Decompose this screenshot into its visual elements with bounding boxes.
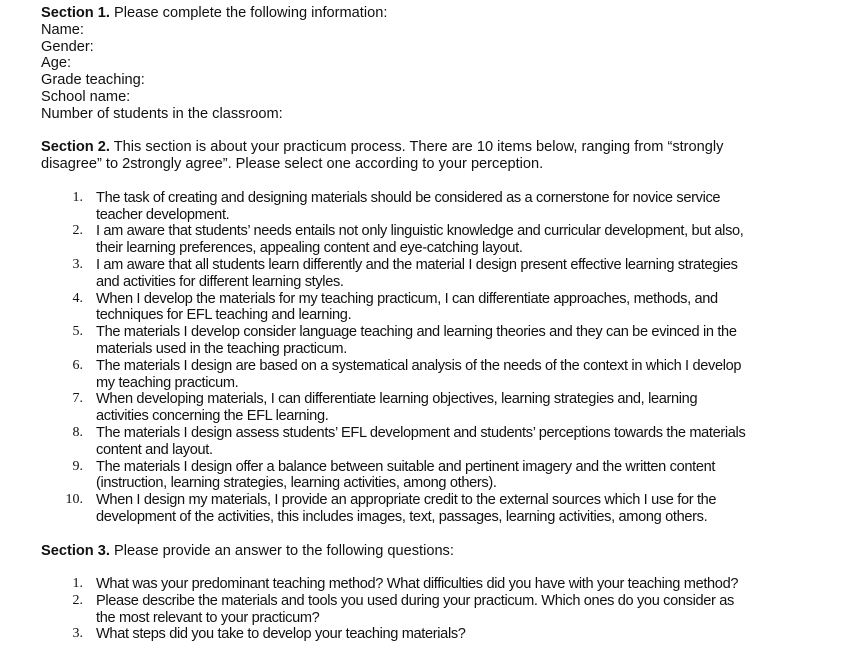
- item-text: their learning preferences, appealing content and eye-catching layout.: [96, 240, 523, 257]
- section-3-items: [41, 576, 841, 643]
- item-text: The materials I design are based on a systematical analysis of the needs of the context in which I develop: [96, 357, 742, 374]
- item-number: 5.: [72, 324, 83, 340]
- item-text: and activities for different learning styles.: [96, 273, 344, 290]
- section-3: [41, 543, 841, 644]
- section-1-title: [41, 5, 841, 22]
- item-number: 3.: [72, 256, 83, 272]
- section-3-title: [41, 543, 841, 560]
- item-text: When developing materials, I can differentiate learning objectives, learning strategies and, learning: [96, 391, 698, 408]
- section-2-title: [41, 139, 841, 156]
- item-number: 2.: [72, 592, 83, 608]
- item-number: 3.: [72, 626, 83, 642]
- section-2: [41, 139, 841, 525]
- item-number: 1.: [72, 576, 83, 592]
- section-1-intro: Please complete the following information:: [109, 5, 388, 21]
- list-item: [41, 459, 841, 493]
- item-text: activities concerning the EFL learning.: [96, 408, 329, 425]
- item-number: 8.: [72, 424, 83, 440]
- item-text: The materials I design assess students’ EFL development and students’ perceptions towards the materials: [96, 424, 746, 441]
- section-1: [41, 5, 841, 123]
- list-item: [41, 626, 841, 643]
- item-text: Please describe the materials and tools you used during your practicum. Which ones do you consider as: [96, 592, 734, 609]
- item-text: What was your predominant teaching method? What difficulties did you have with your teaching method?: [96, 576, 739, 593]
- item-text: development of the activities, this includes images, text, passages, learning activities, among others.: [96, 508, 708, 525]
- item-text: When I develop the materials for my teaching practicum, I can differentiate approaches, methods, and: [96, 290, 718, 307]
- questionnaire-document: [41, 5, 841, 643]
- list-item: [41, 425, 841, 459]
- item-text: I am aware that all students learn differently and the material I design present effective learning strategies: [96, 256, 738, 273]
- section-3-heading: Section 3.: [41, 542, 110, 559]
- section-3-intro: Please provide an answer to the following questions:: [109, 542, 454, 559]
- item-text: The materials I design offer a balance between suitable and pertinent imagery and the written content: [96, 458, 716, 475]
- item-text: teacher development.: [96, 206, 230, 223]
- section-1-heading: Section 1.: [41, 5, 110, 21]
- item-text: techniques for EFL teaching and learning.: [96, 307, 352, 324]
- item-text: content and layout.: [96, 441, 213, 458]
- item-text: The materials I develop consider language teaching and learning theories and they can be evinced in the: [96, 324, 737, 341]
- list-item: [41, 190, 841, 224]
- section-2-intro-cont: disagree” to 2strongly agree”. Please select one according to your perception.: [41, 156, 544, 173]
- list-item: [41, 291, 841, 325]
- list-item: [41, 576, 841, 593]
- item-number: 2.: [72, 223, 83, 239]
- item-number: 9.: [72, 458, 83, 474]
- item-text: The task of creating and designing materials should be considered as a cornerstone for novice service: [96, 189, 721, 206]
- section-2-items: [41, 190, 841, 526]
- list-item: [41, 492, 841, 526]
- item-text: I am aware that students’ needs entails not only linguistic knowledge and curricular development, but also,: [96, 223, 744, 240]
- item-number: 4.: [72, 290, 83, 306]
- item-text: What steps did you take to develop your teaching materials?: [96, 626, 466, 643]
- item-text: When I design my materials, I provide an appropriate credit to the external sources which I use for the: [96, 492, 717, 509]
- item-number: 1.: [72, 189, 83, 205]
- list-item: [41, 391, 841, 425]
- section-2-intro: This section is about your practicum process. There are 10 items below, ranging from “strongly: [109, 139, 724, 156]
- field-gender: Gender:: [41, 38, 94, 55]
- item-number: 7.: [72, 391, 83, 407]
- item-text: my teaching practicum.: [96, 374, 239, 391]
- item-text: (instruction, learning strategies, learning activities, among others).: [96, 475, 497, 492]
- field-number-of-students: Number of students in the classroom:: [41, 105, 283, 122]
- item-number: 6.: [72, 357, 83, 373]
- list-item: [41, 257, 841, 291]
- field-name: Name:: [41, 21, 84, 38]
- list-item: [41, 358, 841, 392]
- field-grade-teaching: Grade teaching:: [41, 72, 145, 89]
- section-2-heading: Section 2.: [41, 139, 110, 156]
- item-number: 10.: [65, 492, 83, 508]
- item-text: materials used in the teaching practicum.: [96, 340, 347, 357]
- list-item: [41, 593, 841, 627]
- list-item: [41, 223, 841, 257]
- field-school-name: School name:: [41, 88, 131, 105]
- field-age: Age:: [41, 55, 72, 72]
- list-item: [41, 324, 841, 358]
- item-text: the most relevant to your practicum?: [96, 609, 320, 626]
